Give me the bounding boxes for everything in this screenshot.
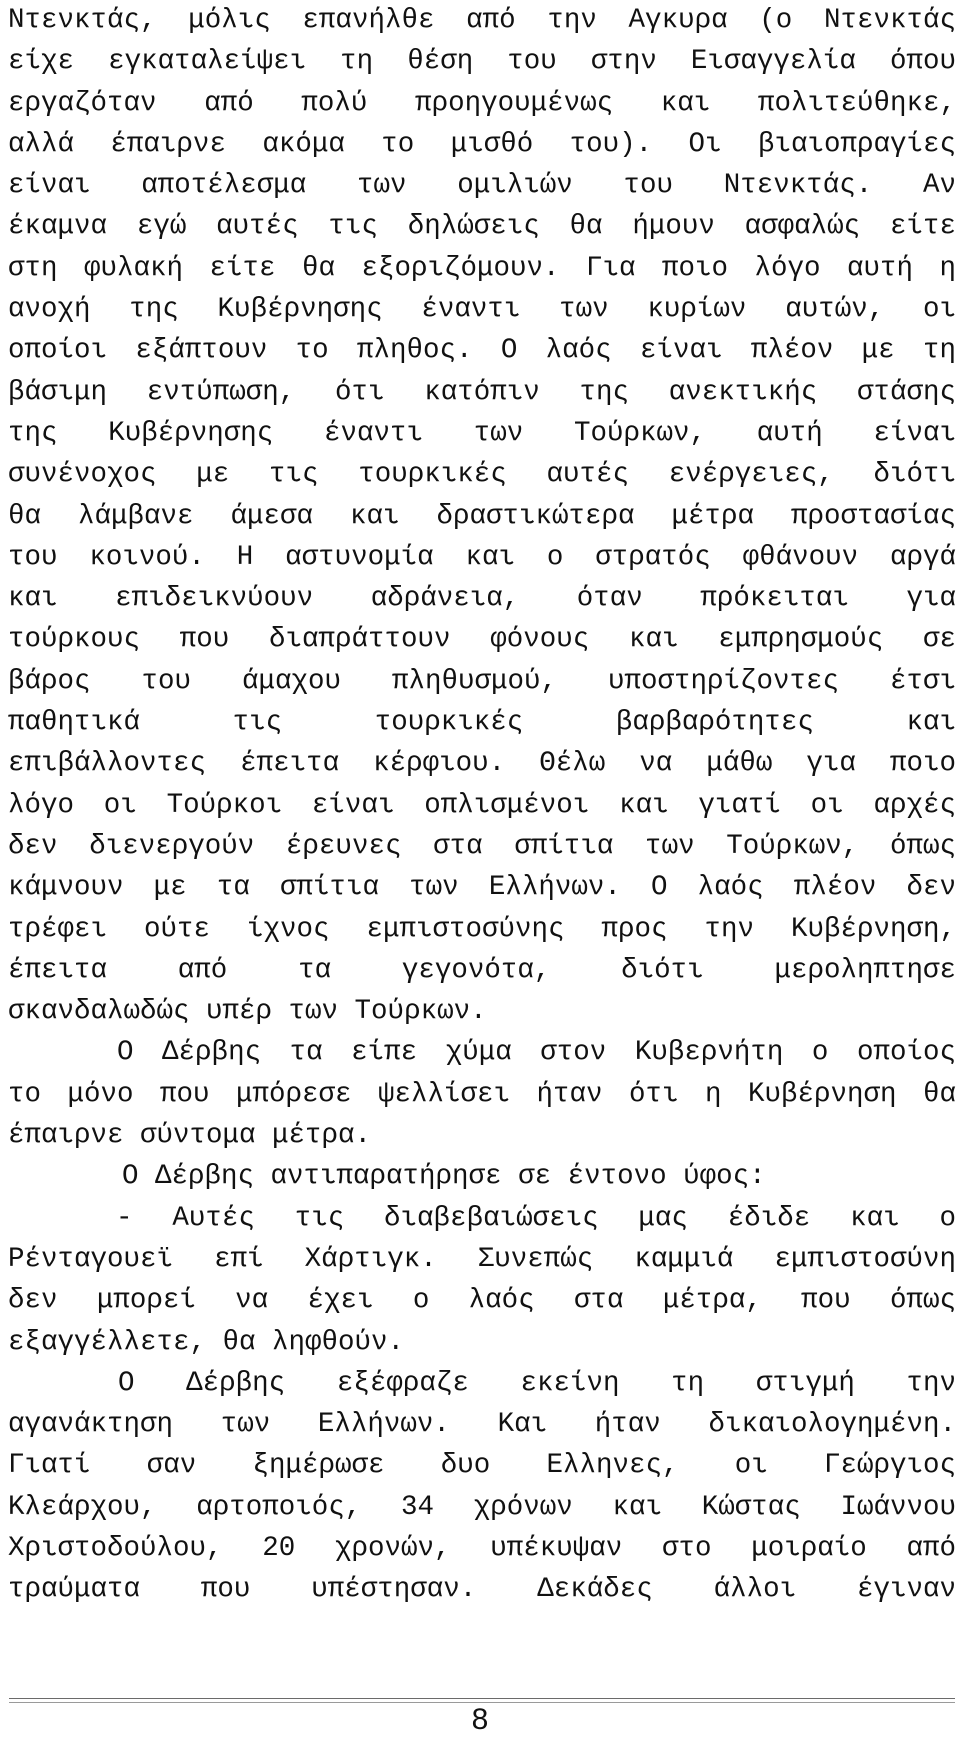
text-line: έπαιρνε σύντομα μέτρα. xyxy=(8,1120,372,1152)
text-line: εξαγγέλλετε, θα ληφθούν. xyxy=(8,1326,405,1358)
text-line: τρέφει ούτε ίχνος εμπιστοσύνης προς την Κυβέρνηση, xyxy=(8,913,956,945)
text-line: Ντενκτάς, μόλις επανήλθε από την Αγκυρα (ο Ντενκτάς xyxy=(8,5,956,36)
text-line: λόγο οι Τούρκοι είναι οπλισμένοι και γιατί οι αρχές xyxy=(8,789,956,821)
text-line: δεν μπορεί να έχει ο λαός στα μέτρα, που όπως xyxy=(8,1285,956,1317)
text-line: του κοινού. Η αστυνομία και ο στρατός φθάνουν αργά xyxy=(8,541,956,573)
text-line: τούρκους που διαπράττουν φόνους και εμπρησμούς σε xyxy=(8,624,956,656)
text-line: έπειτα από τα γεγονότα, διότι μεροληπτησε xyxy=(8,954,956,986)
text-line: δεν διενεργούν έρευνες στα σπίτια των Τούρκων, όπως xyxy=(8,830,956,862)
text-line: τραύματα που υπέστησαν. Δεκάδες άλλοι έγιναν xyxy=(8,1574,956,1606)
text-line: έκαμνα εγώ αυτές τις δηλώσεις θα ήμουν ασφαλώς είτε xyxy=(8,211,956,243)
text-line: Ρένταγουεϊ επί Χάρτιγκ. Συνεπώς καμμιά εμπιστοσύνη xyxy=(8,1243,956,1275)
text-line: βάσιμη εντύπωση, ότι κατόπιν της ανεκτικής στάσης xyxy=(8,376,956,408)
text-line: Ο Δέρβης τα είπε χύμα στον Κυβερνήτη ο οποίος xyxy=(117,1037,956,1069)
text-line: το μόνο που μπόρεσε ψελλίσει ήταν ότι η Κυβέρνηση θα xyxy=(8,1078,956,1110)
body-text xyxy=(8,0,956,1611)
text-line: σκανδαλωδώς υπέρ των Τούρκων. xyxy=(8,996,487,1028)
text-line: - Αυτές τις διαβεβαιώσεις μας έδιδε και ο xyxy=(116,1202,956,1234)
text-line: είχε εγκαταλείψει τη θέση του στην Εισαγγελία όπου xyxy=(8,46,956,78)
text-line: Κλεάρχου, αρτοποιός, 34 χρόνων και Κώστας Ιωάννου xyxy=(8,1491,956,1523)
text-line: κάμνουν με τα σπίτια των Ελλήνων. Ο λαός πλέον δεν xyxy=(8,872,956,904)
text-line: είναι αποτέλεσμα των ομιλιών του Ντενκτάς. Αν xyxy=(8,170,956,202)
text-line: της Κυβέρνησης έναντι των Τούρκων, αυτή είναι xyxy=(8,417,956,449)
text-line: παθητικά τις τουρκικές βαρβαρότητες και xyxy=(8,707,956,739)
text-line: αγανάκτηση των Ελλήνων. Και ήταν δικαιολογημένη. xyxy=(8,1409,956,1441)
text-line: Ο Δέρβης αντιπαρατήρησε σε έντονο ύφος: xyxy=(122,1161,766,1193)
text-line: οποίοι εξάπτουν το πληθος. Ο λαός είναι πλέον με τη xyxy=(8,335,956,367)
text-line: και επιδεικνύουν αδράνεια, όταν πρόκειται για xyxy=(8,583,956,615)
page-number: 8 xyxy=(471,1703,489,1736)
text-line: βάρος του άμαχου πληθυσμού, υποστηρίζοντες έτσι xyxy=(8,665,956,697)
text-line: θα λάμβανε άμεσα και δραστικώτερα μέτρα προστασίας xyxy=(8,500,956,532)
footer-divider xyxy=(9,1698,955,1699)
text-line: εργαζόταν από πολύ προηγουμένως και πολιτεύθηκε, xyxy=(8,87,956,119)
text-line: Χριστοδούλου, 20 χρονών, υπέκυψαν στο μοιραίο από xyxy=(8,1532,956,1564)
text-line: Γιατί σαν ξημέρωσε δυο Ελληνες, οι Γεώργιος xyxy=(8,1450,956,1482)
text-line: Ο Δέρβης εξέφραζε εκείνη τη στιγμή την xyxy=(118,1367,956,1399)
text-line: στη φυλακή είτε θα εξοριζόμουν. Για ποιο λόγο αυτή η xyxy=(8,252,956,284)
text-line: επιβάλλοντες έπειτα κέρφιου. Θέλω να μάθω για ποιο xyxy=(8,748,956,780)
text-line: συνένοχος με τις τουρκικές αυτές ενέργειες, διότι xyxy=(8,459,956,491)
text-line: αλλά έπαιρνε ακόμα το μισθό του). Οι βιαιοπραγίες xyxy=(8,128,956,160)
text-line: ανοχή της Κυβέρνησης έναντι των κυρίων αυτών, οι xyxy=(8,294,956,326)
